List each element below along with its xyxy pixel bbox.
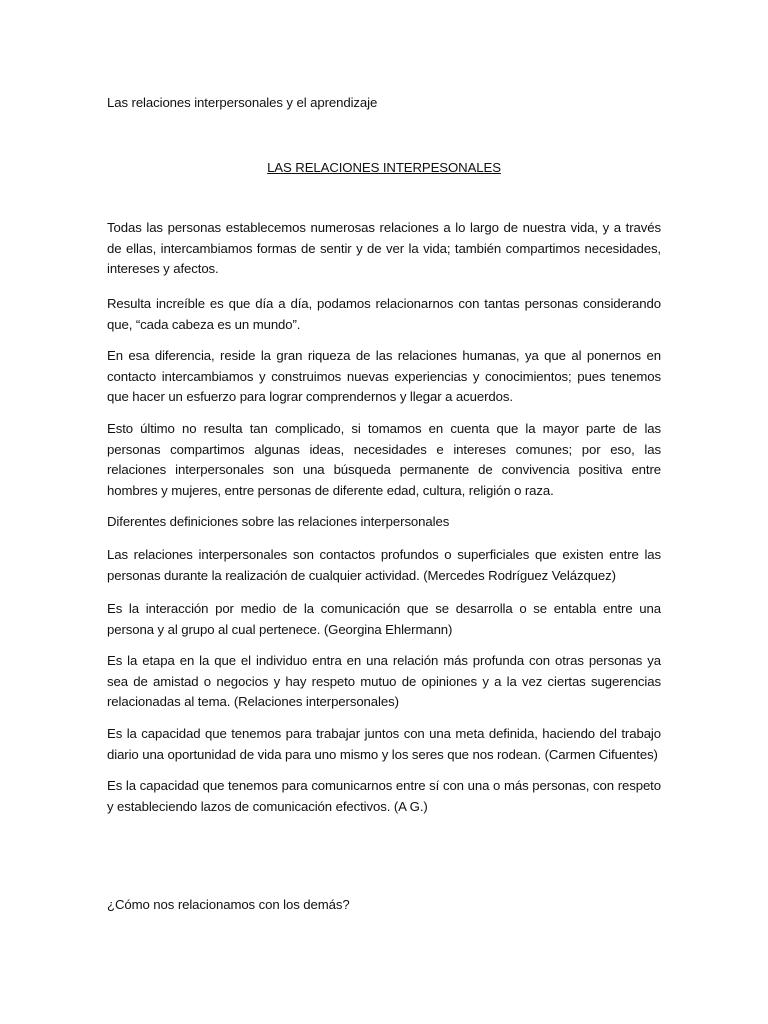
paragraph-last-point: Esto último no resulta tan complicado, si tomamos en cuenta que la mayor parte de las personas compartimos algunas ideas, necesidades e intereses comunes; por eso, las relaciones interpersonales son una búsqueda permanente de convivencia positiva entre hombres y mujeres, entre personas de diferente edad, cultura, religión o raza. xyxy=(107,421,661,498)
paragraph-intro: Todas las personas establecemos numerosas relaciones a lo largo de nuestra vida, y a través de ellas, intercambiamos formas de sentir y de ver la vida; también compartimos necesidades, intereses y afectos. xyxy=(107,220,661,276)
question-heading: ¿Cómo nos relacionamos con los demás? xyxy=(107,897,350,912)
definitions-subheading: Diferentes definiciones sobre las relaciones interpersonales xyxy=(107,514,450,529)
definition-ehlermann: Es la interacción por medio de la comunicación que se desarrolla o se entabla entre una persona y al grupo al cual pertenece. (Georgina Ehlermann) xyxy=(107,601,661,637)
definition-ag: Es la capacidad que tenemos para comunicarnos entre sí con una o más personas, con respeto y estableciendo lazos de comunicación efectivos. (A G.) xyxy=(107,778,661,814)
definition-relaciones: Es la etapa en la que el individuo entra en una relación más profunda con otras personas ya sea de amistad o negocios y hay respeto mutuo de opiniones y a la vez ciertas sugerencias relacionadas al tema. (Relaciones interpersonales) xyxy=(107,653,661,709)
definition-cifuentes: Es la capacidad que tenemos para trabajar juntos con una meta definida, haciendo del trabajo diario una oportunidad de vida para uno mismo y los seres que nos rodean. (Carmen Cifuentes) xyxy=(107,726,661,762)
paragraph-incredible: Resulta increíble es que día a día, podamos relacionarnos con tantas personas considerando que, “cada cabeza es un mundo”. xyxy=(107,296,661,332)
document-title: Las relaciones interpersonales y el aprendizaje xyxy=(107,95,378,110)
section-heading: LAS RELACIONES INTERPESONALES xyxy=(267,160,501,175)
paragraph-difference: En esa diferencia, reside la gran riqueza de las relaciones humanas, ya que al ponernos en contacto intercambiamos y construimos nuevas experiencias y conocimientos; pues tenemos que hacer un esfuerzo para lograr comprendernos y llegar a acuerdos. xyxy=(107,348,661,404)
definition-rodriguez: Las relaciones interpersonales son contactos profundos o superficiales que existen entre las personas durante la realización de cualquier actividad. (Mercedes Rodríguez Velázquez) xyxy=(107,547,661,583)
